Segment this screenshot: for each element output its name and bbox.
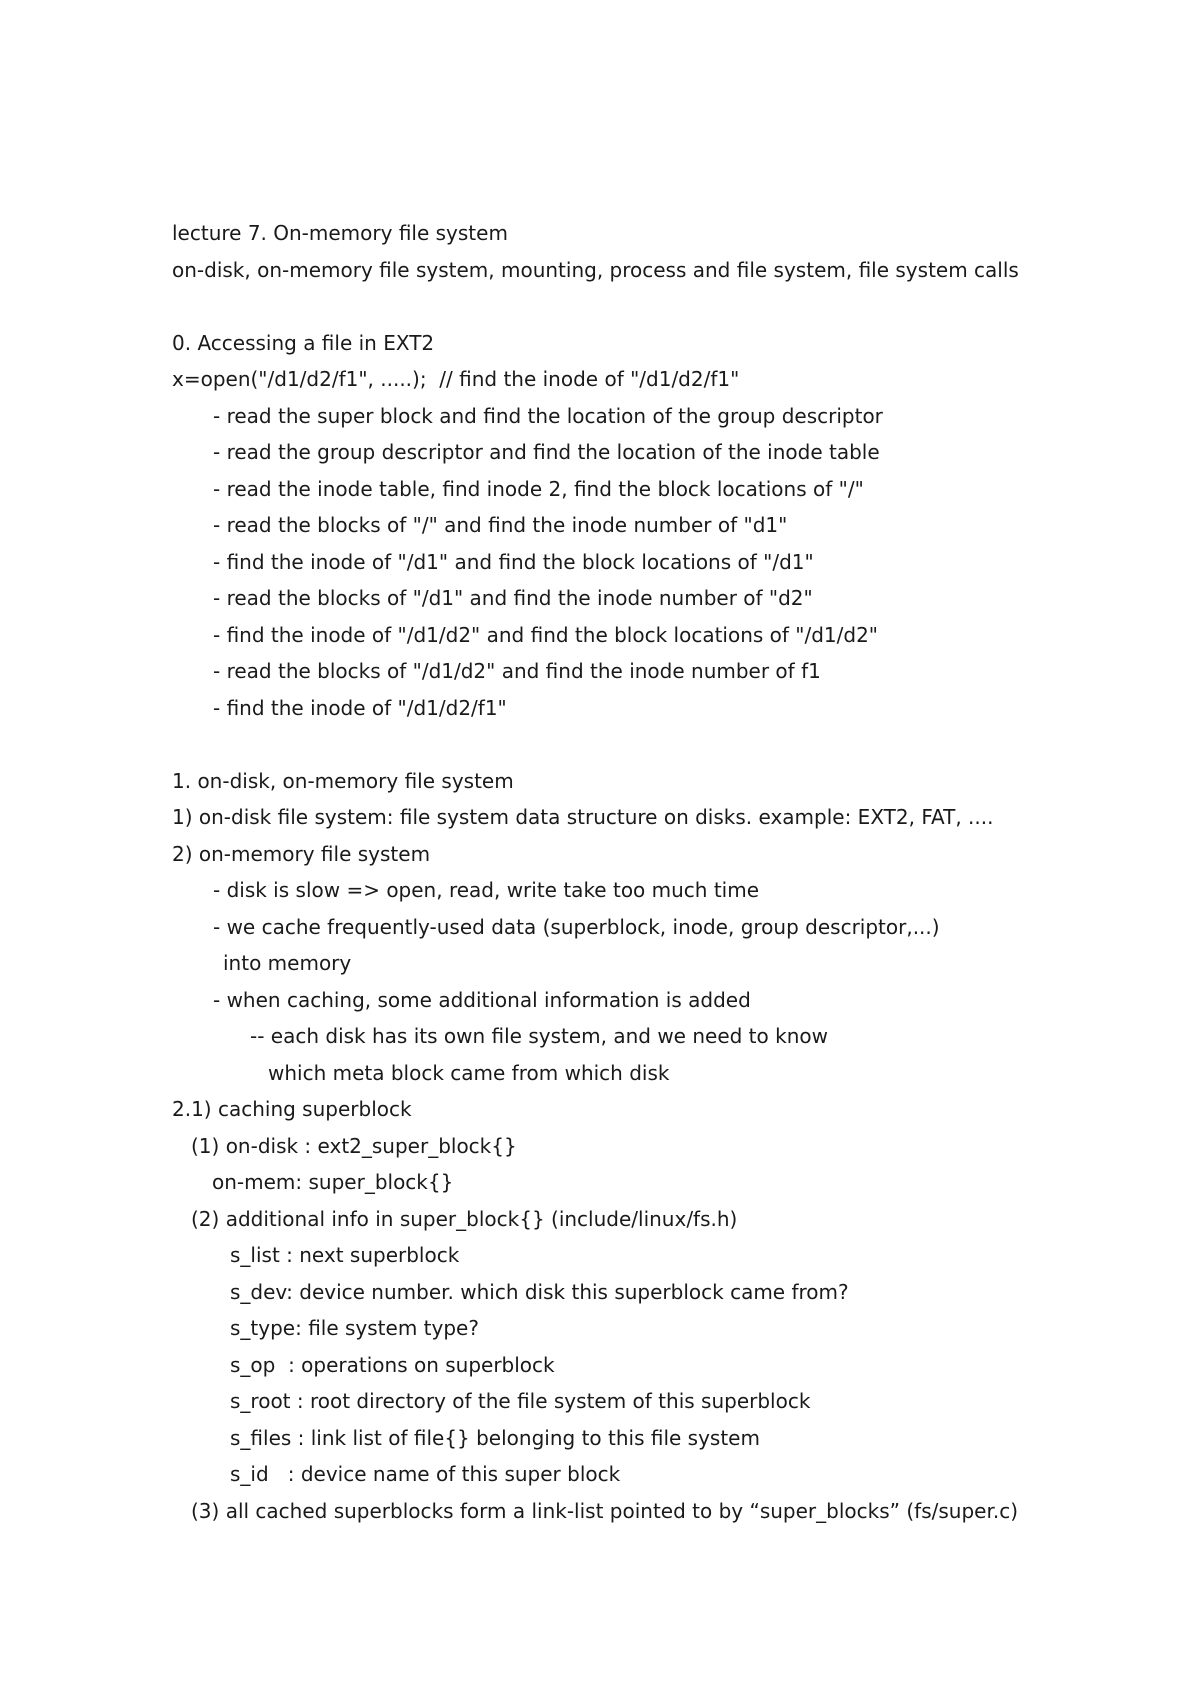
text-line: 2.1) caching superblock (172, 1097, 412, 1121)
blank-line (172, 726, 1172, 763)
text-line: -- each disk has its own file system, and we need to know (250, 1024, 828, 1048)
text-line: (3) all cached superblocks form a link-list pointed to by “super_blocks” (fs/super.c) (191, 1498, 1018, 1523)
text-line: - disk is slow => open, read, write take too much time (213, 878, 760, 902)
text-line: s_files : link list of file{} belonging to this file system (230, 1425, 760, 1450)
text-line: s_root : root directory of the file system of this superblock (230, 1389, 811, 1413)
text-line: s_list : next superblock (230, 1243, 460, 1267)
text-line: 2) on-memory file system (172, 841, 431, 866)
text-line: (1) on-disk : ext2_super_block{} (191, 1133, 517, 1158)
text-line: - find the inode of "/d1" and find the block locations of "/d1" (213, 549, 814, 574)
text-line: - find the inode of "/d1/d2/f1" (213, 695, 507, 720)
text-line: 0. Accessing a file in EXT2 (172, 330, 435, 355)
text-line: into memory (223, 951, 352, 975)
document-body (172, 215, 1172, 1529)
text-line: - when caching, some additional information is added (213, 987, 751, 1012)
text-line: s_type: file system type? (230, 1316, 479, 1340)
text-line: - read the blocks of "/" and find the inode number of "d1" (213, 513, 788, 537)
text-line: on-disk, on-memory file system, mounting, process and file system, file system calls (172, 257, 1019, 282)
text-line: - we cache frequently-used data (superblock, inode, group descriptor,...) (213, 914, 940, 939)
text-line: x=open("/d1/d2/f1", .....); // find the inode of "/d1/d2/f1" (172, 367, 740, 391)
text-line: - read the blocks of "/d1/d2" and find the inode number of f1 (213, 659, 821, 683)
text-line: which meta block came from which disk (268, 1060, 670, 1085)
text-line: (2) additional info in super_block{} (include/linux/fs.h) (191, 1206, 738, 1231)
text-line: - read the blocks of "/d1" and find the inode number of "d2" (213, 586, 813, 610)
blank-line (172, 288, 1172, 325)
text-line: 1) on-disk file system: file system data structure on disks. example: EXT2, FAT, .... (172, 805, 994, 829)
text-line: - read the group descriptor and find the location of the inode table (213, 440, 880, 464)
text-line: lecture 7. On-memory file system (172, 221, 508, 245)
text-line: s_dev: device number. which disk this superblock came from? (230, 1279, 849, 1304)
text-line: - read the inode table, find inode 2, find the block locations of "/" (213, 476, 864, 501)
text-line: 1. on-disk, on-memory file system (172, 768, 514, 793)
text-line: - read the super block and find the location of the group descriptor (213, 403, 883, 428)
text-line: - find the inode of "/d1/d2" and find the block locations of "/d1/d2" (213, 622, 879, 647)
text-line: s_op : operations on superblock (230, 1352, 555, 1377)
text-line: s_id : device name of this super block (230, 1462, 621, 1486)
text-line: on-mem: super_block{} (212, 1170, 454, 1194)
